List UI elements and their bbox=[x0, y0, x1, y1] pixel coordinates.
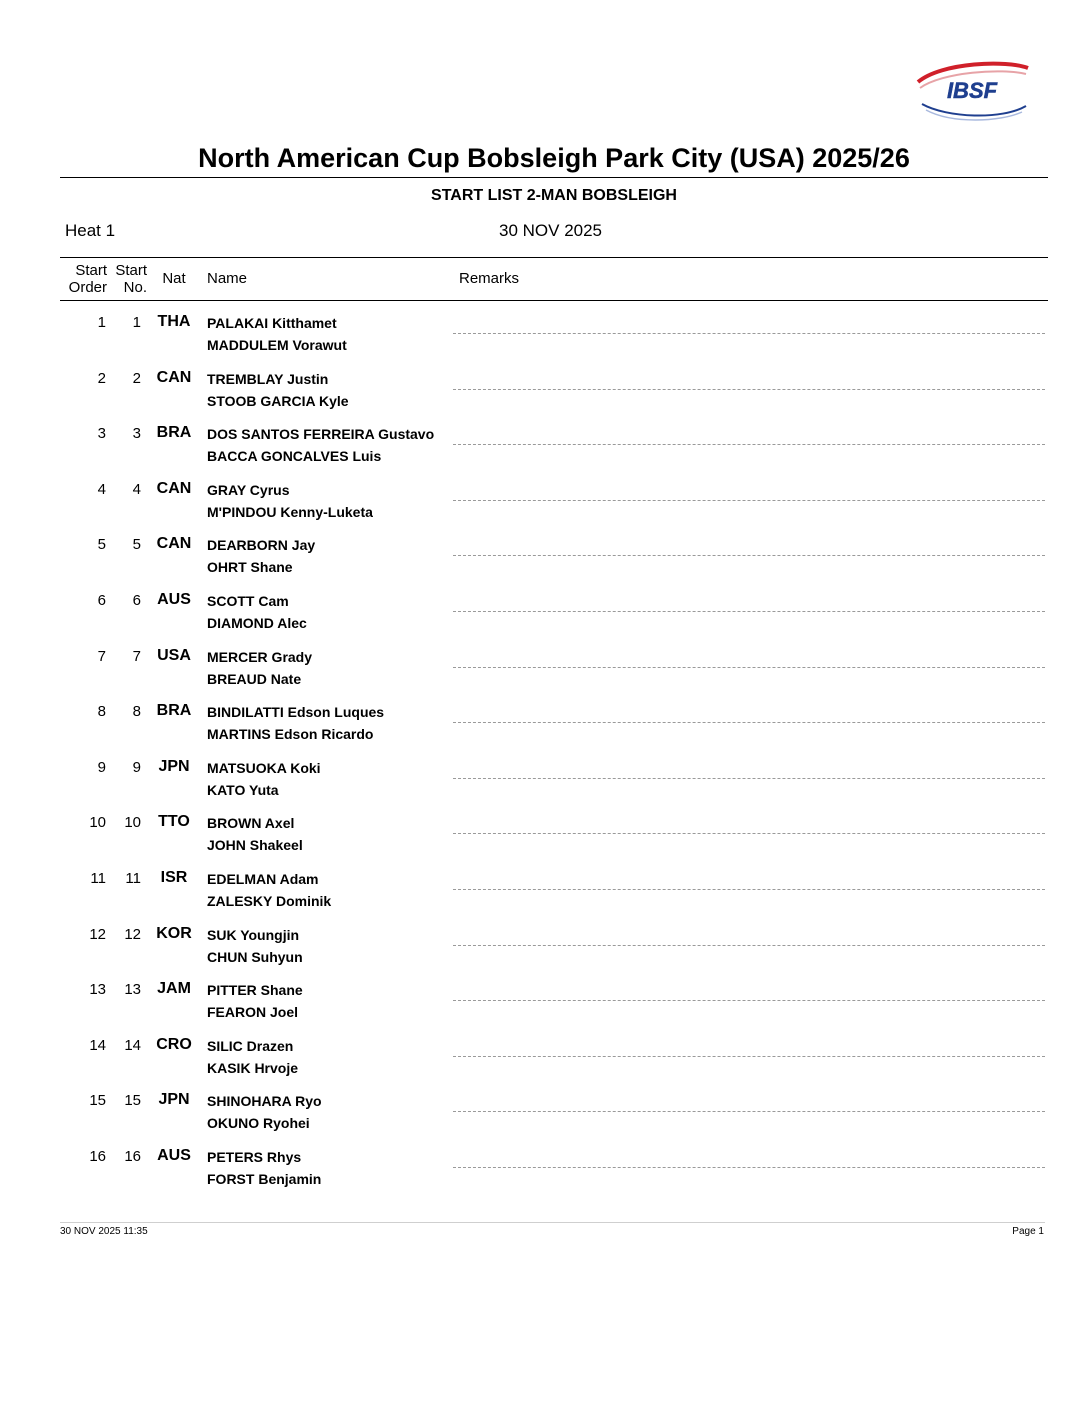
pilot-name: MERCER Grady bbox=[207, 648, 313, 665]
pilot-name: SILIC Drazen bbox=[207, 1037, 294, 1054]
table-row bbox=[0, 981, 1089, 1037]
remarks-line bbox=[453, 555, 1045, 556]
pilot-name: TREMBLAY Justin bbox=[207, 370, 329, 387]
nation-code: AUS bbox=[157, 591, 191, 608]
brakeman-name: DIAMOND Alec bbox=[207, 615, 307, 631]
brakeman-name: MARTINS Edson Ricardo bbox=[207, 726, 374, 743]
remarks-line bbox=[453, 722, 1045, 723]
brakeman-name: M'PINDOU Kenny-Luketa bbox=[207, 503, 373, 520]
brakeman-name: BREAUD Nate bbox=[207, 670, 302, 687]
brakeman-name: JOHN Shakeel bbox=[207, 837, 303, 854]
table-row bbox=[0, 703, 1089, 759]
start-number: 13 bbox=[124, 981, 141, 999]
nation-code: THA bbox=[157, 313, 191, 330]
table-row bbox=[0, 759, 1089, 815]
start-order: 11 bbox=[90, 870, 106, 887]
remarks-line bbox=[453, 833, 1045, 834]
table-row bbox=[0, 1037, 1089, 1093]
pilot-name: DEARBORN Jay bbox=[207, 537, 316, 554]
start-number: 1 bbox=[132, 314, 141, 331]
heat-label: Heat 1 bbox=[65, 221, 116, 240]
table-row bbox=[0, 814, 1089, 870]
remarks-line bbox=[453, 889, 1045, 890]
start-order: 3 bbox=[97, 425, 106, 443]
col-header-start-order: Start Order bbox=[68, 262, 107, 296]
start-number: 8 bbox=[132, 703, 141, 721]
logo-text: IBSF bbox=[946, 78, 998, 103]
remarks-line bbox=[453, 444, 1045, 445]
nation-code: CAN bbox=[156, 535, 192, 553]
page-title: North American Cup Bobsleigh Park City (USA) 2025/26 bbox=[198, 143, 910, 173]
nation-code: JPN bbox=[158, 757, 190, 775]
nation-code: BRA bbox=[156, 702, 192, 720]
table-row bbox=[0, 926, 1089, 982]
brakeman-name: OHRT Shane bbox=[207, 559, 293, 576]
start-order: 4 bbox=[97, 480, 106, 498]
brakeman-name: FORST Benjamin bbox=[207, 1171, 322, 1187]
start-order: 16 bbox=[89, 1148, 106, 1165]
start-number: 4 bbox=[132, 480, 141, 498]
col-header-remarks: Remarks bbox=[459, 270, 520, 287]
remarks-line bbox=[453, 1111, 1045, 1112]
start-order: 10 bbox=[89, 814, 106, 832]
pilot-name: PITTER Shane bbox=[207, 982, 303, 999]
pilot-name: SCOTT Cam bbox=[207, 593, 289, 609]
pilot-name: GRAY Cyrus bbox=[207, 481, 290, 498]
col-header-name: Name bbox=[207, 270, 248, 287]
footer-timestamp: 30 NOV 2025 11:35 bbox=[60, 1226, 148, 1237]
nation-code: CAN bbox=[156, 368, 192, 386]
start-order: 13 bbox=[89, 981, 106, 999]
nation-code: BRA bbox=[156, 424, 192, 442]
table-row bbox=[0, 425, 1089, 481]
start-order: 14 bbox=[89, 1036, 106, 1054]
start-order: 9 bbox=[97, 758, 106, 776]
start-number: 10 bbox=[124, 814, 141, 832]
table-row bbox=[0, 536, 1089, 592]
table-row bbox=[0, 648, 1089, 704]
start-number: 14 bbox=[124, 1036, 141, 1054]
brakeman-name: KASIK Hrvoje bbox=[207, 1059, 299, 1076]
table-row bbox=[0, 314, 1089, 370]
start-number: 16 bbox=[124, 1148, 141, 1165]
nation-code: JPN bbox=[158, 1091, 190, 1109]
brakeman-name: BACCA GONCALVES Luis bbox=[207, 448, 382, 465]
start-order: 2 bbox=[97, 369, 106, 387]
start-number: 2 bbox=[132, 369, 141, 387]
table-top-rule bbox=[60, 257, 1048, 258]
page-subtitle: START LIST 2-MAN BOBSLEIGH bbox=[431, 187, 677, 204]
start-order: 12 bbox=[89, 925, 106, 943]
table-row bbox=[0, 592, 1089, 648]
brakeman-name: OKUNO Ryohei bbox=[207, 1115, 310, 1132]
remarks-line bbox=[453, 945, 1045, 946]
start-order: 7 bbox=[97, 647, 106, 665]
brakeman-name: STOOB GARCIA Kyle bbox=[207, 392, 349, 409]
pilot-name: MATSUOKA Koki bbox=[207, 759, 321, 776]
start-order: 1 bbox=[97, 314, 106, 331]
table-row bbox=[0, 1148, 1089, 1204]
start-number: 6 bbox=[132, 592, 141, 609]
table-header-rule bbox=[60, 300, 1048, 301]
brakeman-name: MADDULEM Vorawut bbox=[207, 337, 347, 353]
pilot-name: DOS SANTOS FERREIRA Gustavo bbox=[207, 426, 435, 443]
brakeman-name: ZALESKY Dominik bbox=[207, 893, 332, 909]
brakeman-name: FEARON Joel bbox=[207, 1004, 299, 1021]
footer-page-number: Page 1 bbox=[1012, 1226, 1044, 1237]
nation-code: ISR bbox=[160, 869, 188, 886]
pilot-name: SHINOHARA Ryo bbox=[207, 1093, 322, 1110]
pilot-name: PETERS Rhys bbox=[207, 1149, 302, 1165]
nation-code: CAN bbox=[156, 479, 192, 497]
pilot-name: SUK Youngjin bbox=[207, 926, 300, 943]
brakeman-name: KATO Yuta bbox=[207, 781, 279, 798]
start-number: 5 bbox=[132, 536, 141, 554]
footer-rule bbox=[60, 1222, 1045, 1223]
nation-code: AUS bbox=[157, 1147, 191, 1164]
remarks-line bbox=[453, 389, 1045, 390]
nation-code: USA bbox=[157, 646, 191, 664]
pilot-name: EDELMAN Adam bbox=[207, 871, 319, 887]
remarks-line bbox=[453, 333, 1045, 334]
ibsf-logo bbox=[912, 58, 1032, 126]
start-order: 6 bbox=[97, 592, 106, 609]
start-number: 15 bbox=[124, 1092, 141, 1110]
remarks-line bbox=[453, 1056, 1045, 1057]
start-number: 11 bbox=[125, 870, 141, 887]
start-order: 15 bbox=[89, 1092, 106, 1110]
remarks-line bbox=[453, 778, 1045, 779]
remarks-line bbox=[453, 611, 1045, 612]
nation-code: CRO bbox=[156, 1035, 192, 1053]
table-row bbox=[0, 370, 1089, 426]
col-header-nat: Nat bbox=[162, 270, 186, 287]
nation-code: JAM bbox=[157, 980, 191, 998]
start-order: 8 bbox=[97, 703, 106, 721]
table-row bbox=[0, 481, 1089, 537]
pilot-name: BINDILATTI Edson Luques bbox=[207, 704, 385, 721]
nation-code: TTO bbox=[158, 813, 190, 831]
pilot-name: PALAKAI Kitthamet bbox=[207, 315, 337, 331]
remarks-line bbox=[453, 500, 1045, 501]
remarks-line bbox=[453, 1167, 1045, 1168]
table-row bbox=[0, 1092, 1089, 1148]
brakeman-name: CHUN Suhyun bbox=[207, 948, 303, 965]
start-number: 7 bbox=[132, 647, 141, 665]
pilot-name: BROWN Axel bbox=[207, 815, 295, 832]
nation-code: KOR bbox=[156, 924, 192, 942]
col-header-start-no: Start No. bbox=[115, 262, 147, 296]
table-row bbox=[0, 870, 1089, 926]
remarks-line bbox=[453, 1000, 1045, 1001]
start-number: 12 bbox=[124, 925, 141, 943]
start-number: 9 bbox=[132, 758, 141, 776]
title-rule bbox=[60, 177, 1048, 178]
start-number: 3 bbox=[132, 425, 141, 443]
event-date: 30 NOV 2025 bbox=[499, 221, 603, 240]
remarks-line bbox=[453, 667, 1045, 668]
start-order: 5 bbox=[97, 536, 106, 554]
